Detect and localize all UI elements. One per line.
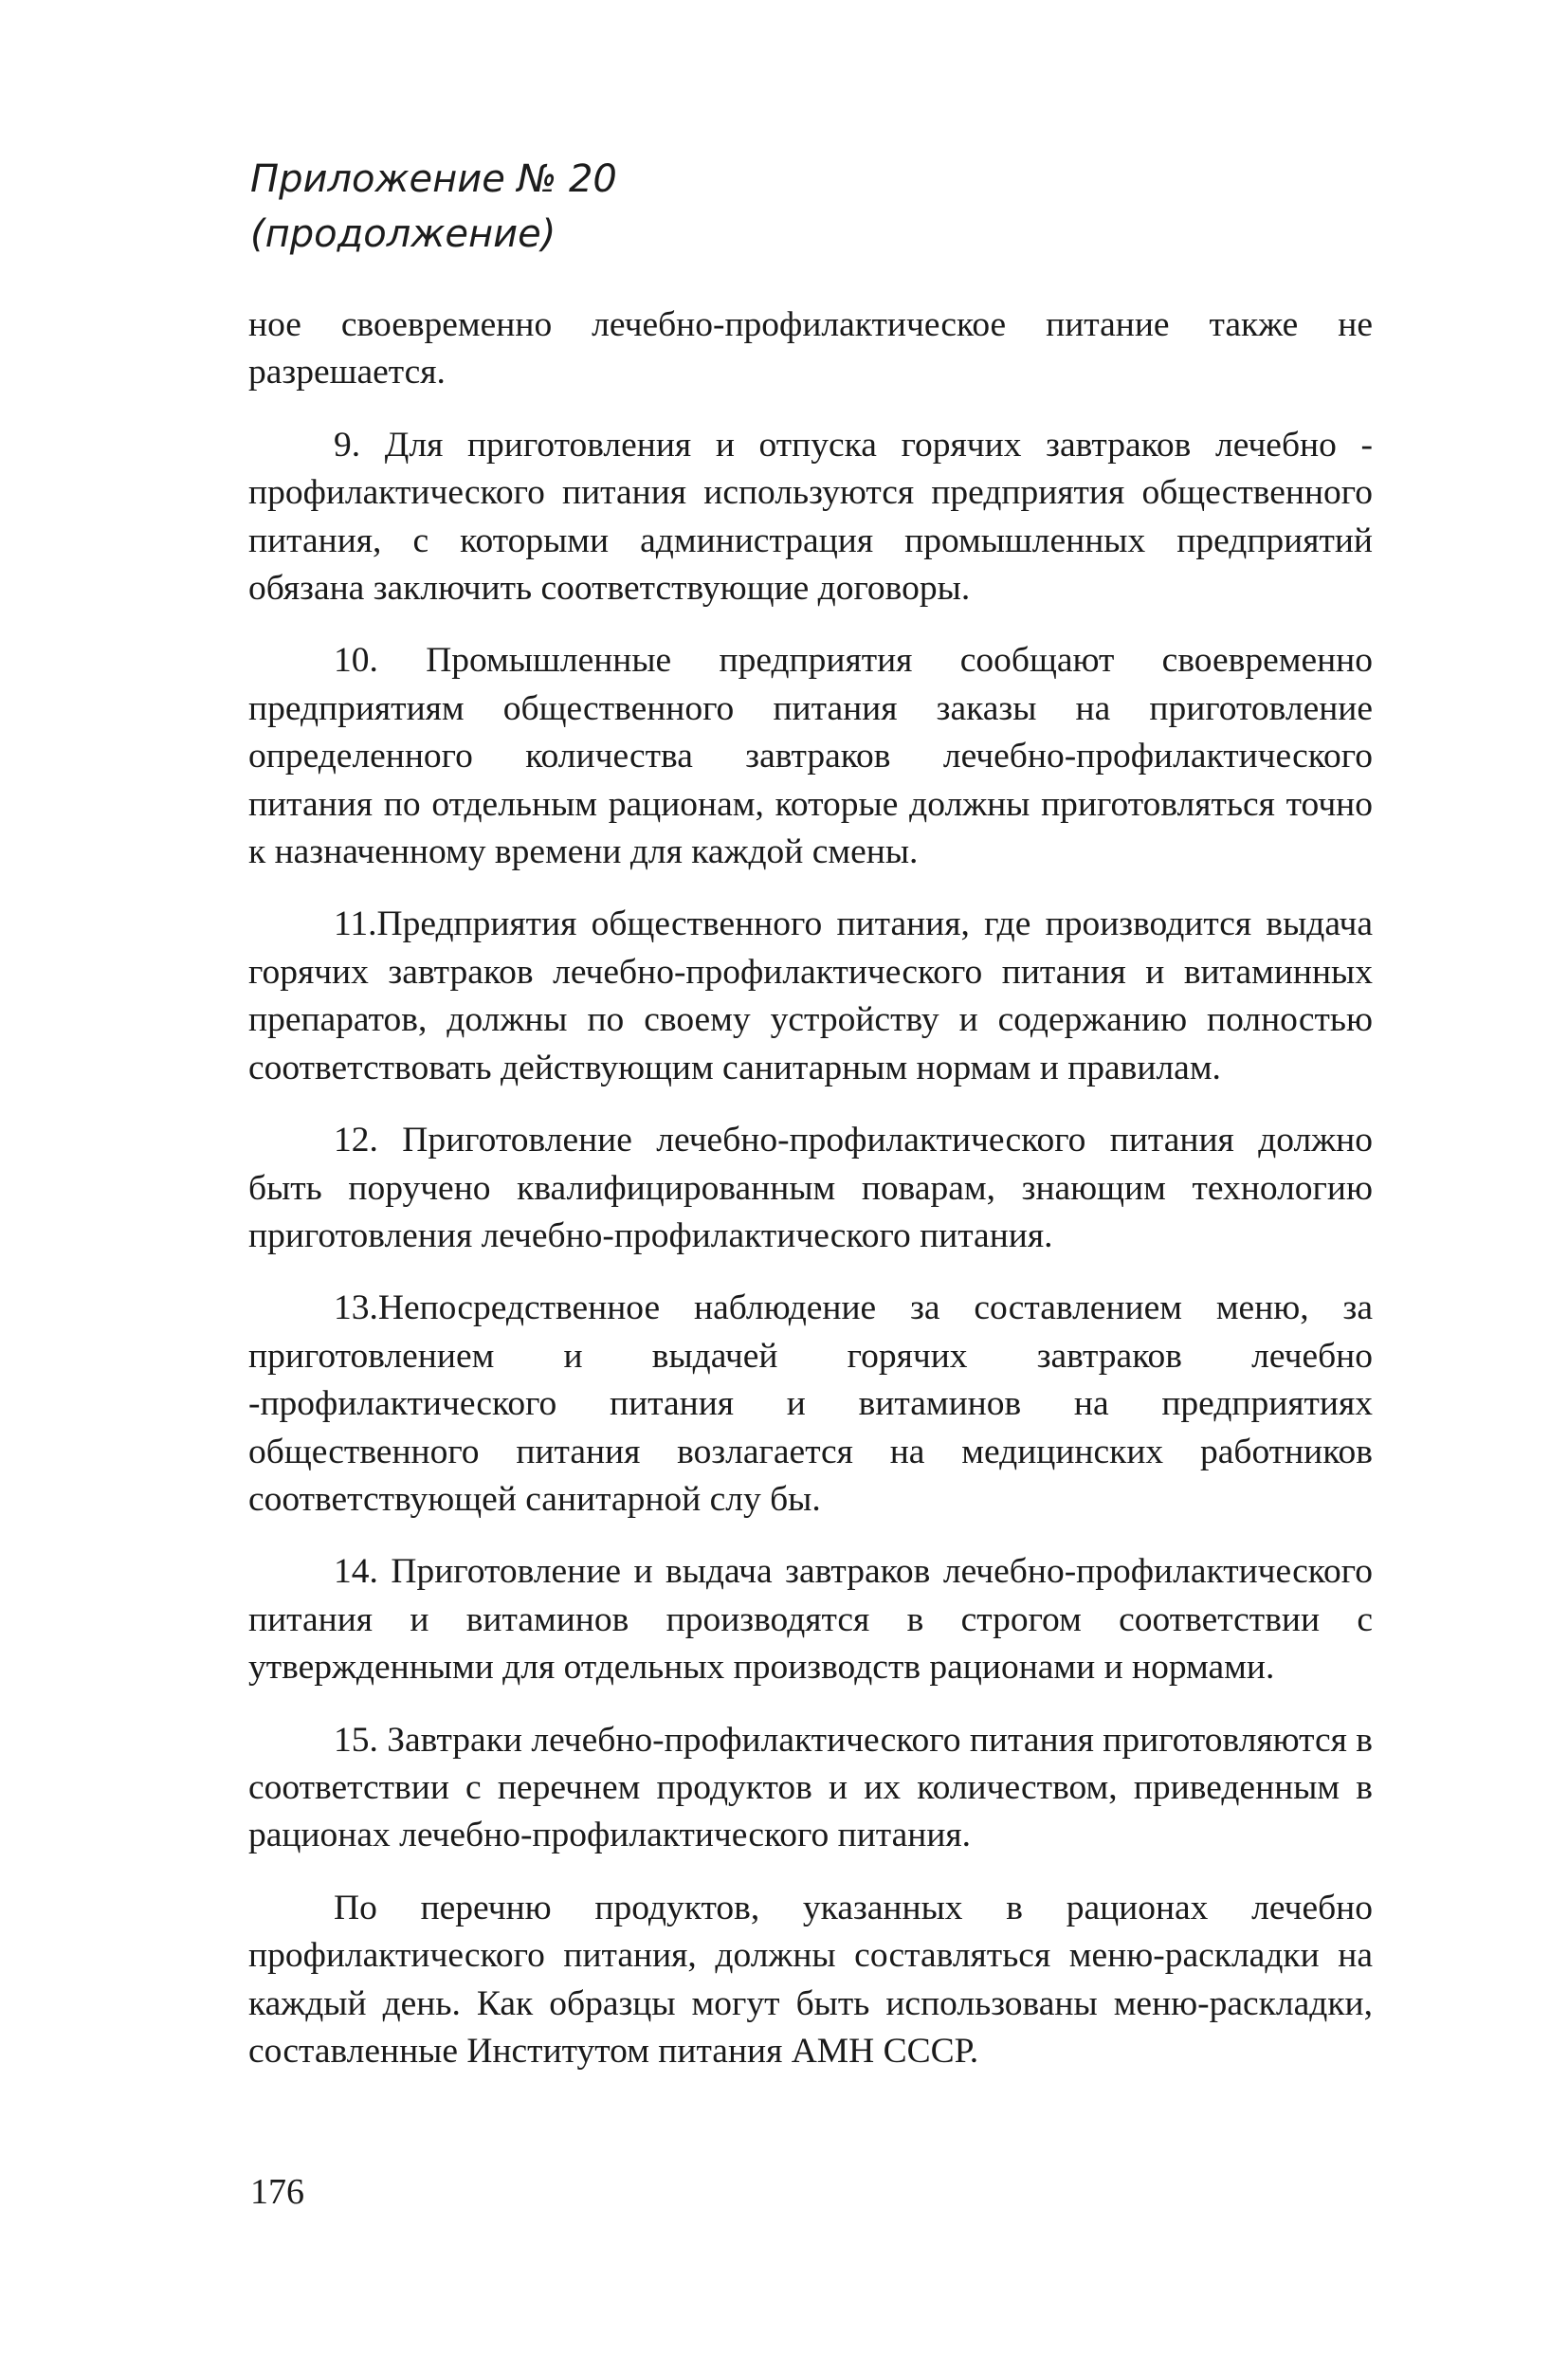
document-body	[248, 301, 1373, 2100]
appendix-title: Приложение № 20	[250, 157, 617, 201]
appendix-header	[250, 152, 617, 262]
paragraph-continuation: ное своевременно лечебно-профилактическое питание также не разрешается.	[248, 305, 1373, 393]
paragraph-menu-note: По перечню продуктов, указанных в рационах лечебно профилактического питания, должны составляться меню-раскладки на каждый день. Как образцы могут быть использованы меню-раскладки, составленные Институтом питания АМН СССР.	[248, 1888, 1373, 2071]
page-number: 176	[250, 2172, 304, 2212]
paragraph-item-10: 10. Промышленные предприятия сообщают своевременно предприятиям общественного питания заказы на приготовление определенного количества завтраков лечебно-профилактического питания по отдельным рационам, которые должны приготовляться точно к назначенному времени для каждой смены.	[248, 641, 1373, 872]
paragraph-item-14: 14. Приготовление и выдача завтраков лечебно-профилактического питания и витаминов производятся в строгом соответствии с утвержденными для отдельных производств рационами и нормами.	[248, 1552, 1373, 1688]
paragraph-item-9: 9. Для приготовления и отпуска горячих завтраков лечебно - профилактического питания используются предприятия общественного питания, с которыми администрация промышленных предприятий обязана заключить соответствующие договоры.	[248, 425, 1373, 609]
paragraph-item-11: 11.Предприятия общественного питания, где производится выдача горячих завтраков лечебно-профилактического питания и витаминных препаратов, должны по своему устройству и содержанию полностью соответствовать действующим санитарным нормам и правилам.	[248, 904, 1373, 1087]
paragraph-item-15: 15. Завтраки лечебно-профилактического питания приготовляются в соответствии с перечнем продуктов и их количеством, приведенным в рационах лечебно-профилактического питания.	[248, 1720, 1373, 1855]
paragraph-item-12: 12. Приготовление лечебно-профилактического питания должно быть поручено квалифицированным поварам, знающим технологию приготовления лечебно-профилактического питания.	[248, 1121, 1373, 1255]
paragraph-item-13: 13.Непосредственное наблюдение за составлением меню, за приготовлением и выдачей горячих завтраков лечебно -профилактического питания и витаминов на предприятиях общественного питания возлагается на медицинских работников соответствующей санитарной слу бы.	[248, 1288, 1373, 1519]
appendix-subtitle: (продолжение)	[250, 212, 556, 256]
